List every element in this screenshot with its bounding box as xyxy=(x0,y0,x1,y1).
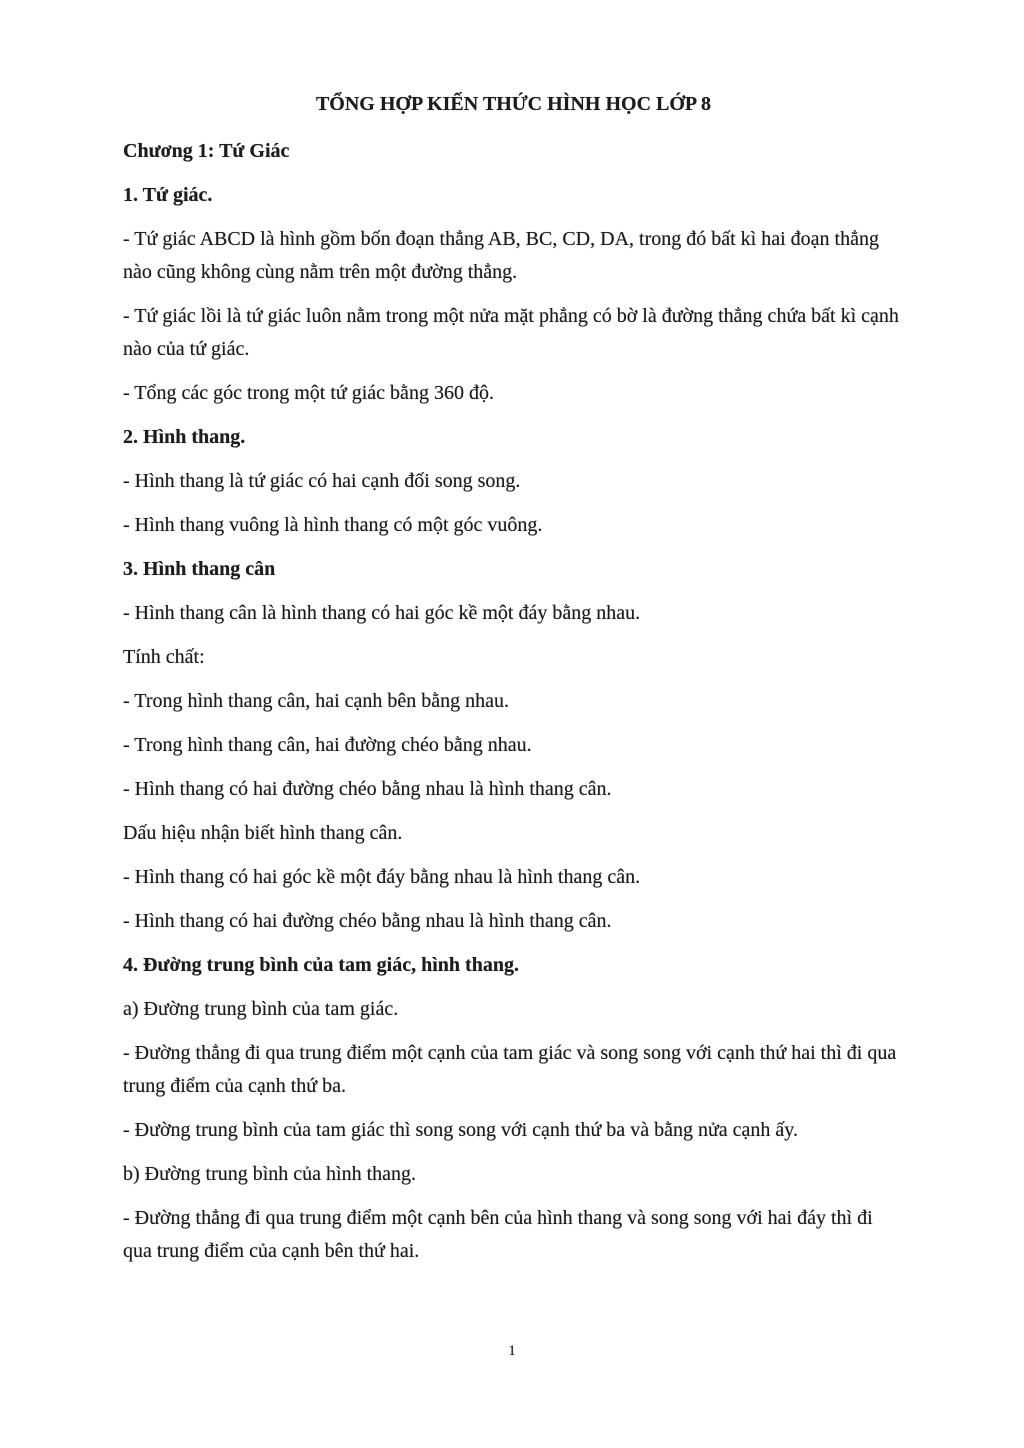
document-title: TỔNG HỢP KIẾN THỨC HÌNH HỌC LỚP 8 xyxy=(315,93,712,115)
paragraph: b) Đường trung bình của hình thang. xyxy=(123,1163,417,1185)
paragraph: - Tứ giác ABCD là hình gồm bốn đoạn thẳng AB, BC, CD, DA, trong đó bất kì hai đoạn thẳng nào cũng không cùng nằm trên một đường thẳng. xyxy=(123,228,879,283)
section-heading: 2. Hình thang. xyxy=(123,426,246,448)
paragraph: - Đường thẳng đi qua trung điểm một cạnh bên của hình thang và song song với hai đáy thì đi qua trung điểm của cạnh bên thứ hai. xyxy=(123,1207,873,1262)
paragraph: - Đường trung bình của tam giác thì song song với cạnh thứ ba và bằng nửa cạnh ấy. xyxy=(123,1119,798,1141)
paragraph: Tính chất: xyxy=(123,646,205,668)
paragraph: - Tứ giác lồi là tứ giác luôn nằm trong một nửa mặt phẳng có bờ là đường thẳng chứa bất kì cạnh nào của tứ giác. xyxy=(123,305,899,360)
paragraph: - Tổng các góc trong một tứ giác bằng 360 độ. xyxy=(123,382,494,404)
section-heading: 3. Hình thang cân xyxy=(123,558,276,580)
paragraph: - Trong hình thang cân, hai đường chéo bằng nhau. xyxy=(123,734,532,756)
page-number: 1 xyxy=(508,1343,516,1359)
paragraph: - Hình thang vuông là hình thang có một góc vuông. xyxy=(123,514,543,536)
paragraph: a) Đường trung bình của tam giác. xyxy=(123,998,399,1020)
paragraph: - Hình thang cân là hình thang có hai góc kề một đáy bằng nhau. xyxy=(123,602,641,624)
paragraph: Dấu hiệu nhận biết hình thang cân. xyxy=(123,822,403,844)
chapter-heading: Chương 1: Tứ Giác xyxy=(123,140,290,162)
paragraph: - Trong hình thang cân, hai cạnh bên bằng nhau. xyxy=(123,690,510,712)
section-heading: 1. Tứ giác. xyxy=(123,184,213,206)
section-heading: 4. Đường trung bình của tam giác, hình thang. xyxy=(123,954,519,976)
paragraph: - Hình thang có hai đường chéo bằng nhau là hình thang cân. xyxy=(123,778,612,800)
paragraph: - Hình thang là tứ giác có hai cạnh đối song song. xyxy=(123,470,521,492)
paragraph: - Hình thang có hai đường chéo bằng nhau là hình thang cân. xyxy=(123,910,612,932)
paragraph: - Hình thang có hai góc kề một đáy bằng nhau là hình thang cân. xyxy=(123,866,641,888)
paragraph: - Đường thẳng đi qua trung điểm một cạnh của tam giác và song song với cạnh thứ hai thì đi qua trung điểm của cạnh thứ ba. xyxy=(123,1042,897,1097)
